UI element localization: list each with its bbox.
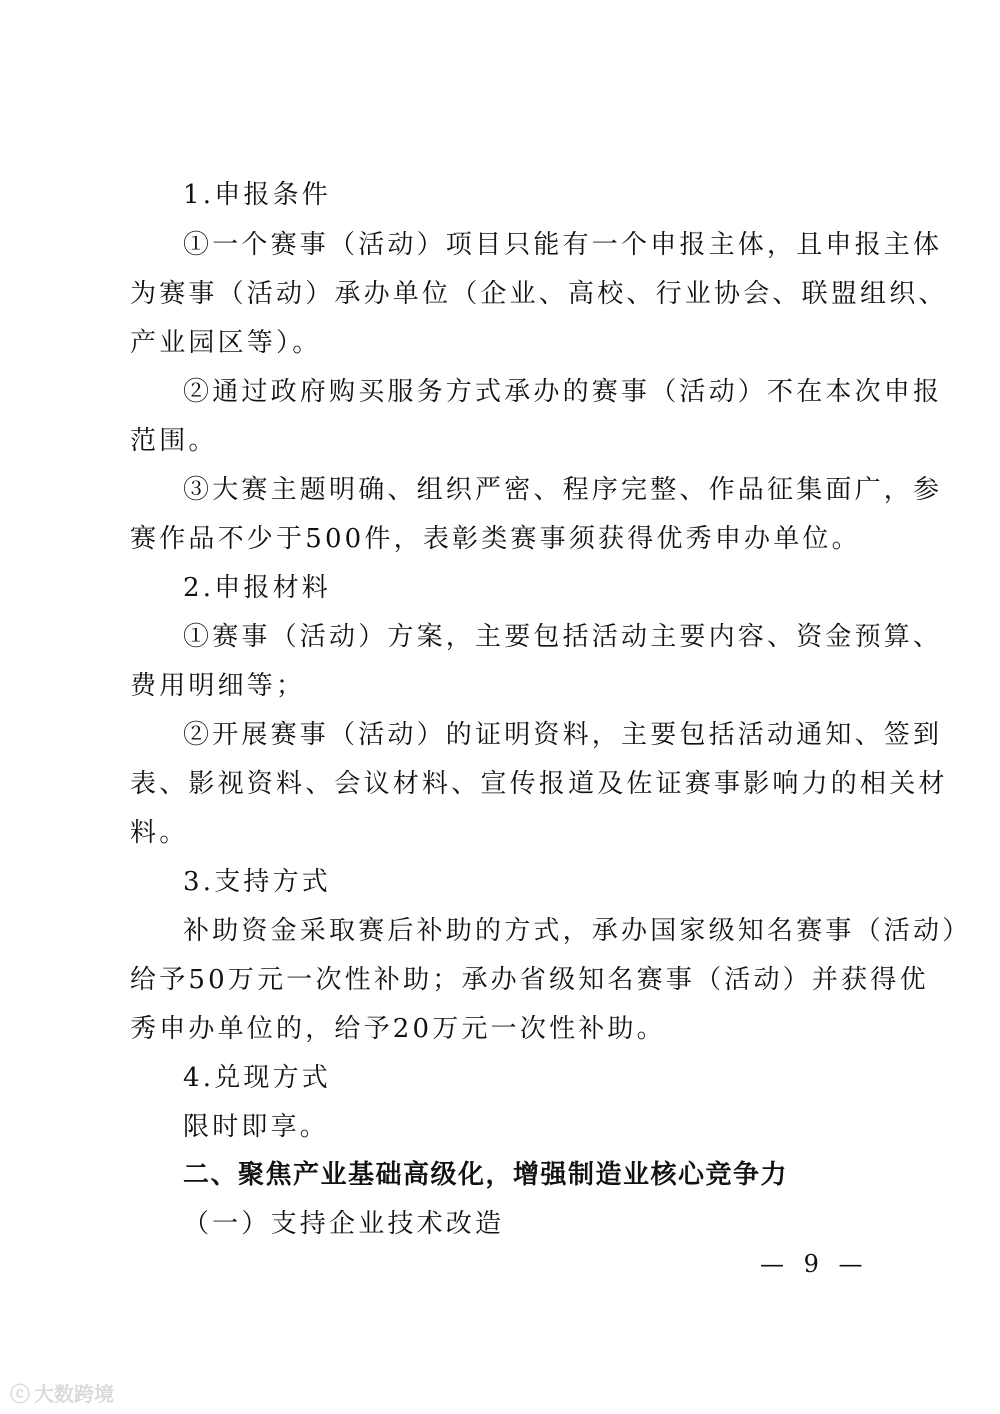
paragraph-line: 产业园区等）。 [130,328,322,358]
watermark [10,1378,114,1407]
paragraph-line: ①赛事（活动）方案，主要包括活动主要内容、资金预算、 [183,622,943,652]
section-heading-4: 4.兑现方式 [183,1063,332,1093]
paragraph-line: 秀申办单位的，给予20万元一次性补助。 [130,1014,666,1044]
paragraph-line: ①一个赛事（活动）项目只能有一个申报主体，且申报主体 [183,230,943,260]
paragraph-line: 限时即享。 [183,1112,330,1142]
paragraph-line: 费用明细等； [130,671,306,701]
section-heading-2: 2.申报材料 [183,573,332,603]
watermark-text: 大数跨境 [34,1382,114,1406]
paragraph-line: 为赛事（活动）承办单位（企业、高校、行业协会、联盟组织、 [130,279,948,309]
paragraph-line: ②通过政府购买服务方式承办的赛事（活动）不在本次申报 [183,377,943,407]
watermark-logo-icon: ⓒ [10,1382,30,1406]
paragraph-line: 料。 [130,818,189,848]
section-heading-3: 3.支持方式 [183,867,332,897]
section-heading-1: 1.申报条件 [183,180,332,210]
paragraph-line: 表、影视资料、会议材料、宣传报道及佐证赛事影响力的相关材 [130,769,948,799]
chapter-heading: 二、聚焦产业基础高级化，增强制造业核心竞争力 [183,1160,789,1190]
paragraph-line: 给予50万元一次性补助；承办省级知名赛事（活动）并获得优 [130,965,929,995]
paragraph-line: 补助资金采取赛后补助的方式，承办国家级知名赛事（活动） [183,916,972,946]
subsection-heading: （一）支持企业技术改造 [183,1209,505,1239]
paragraph-line: ②开展赛事（活动）的证明资料，主要包括活动通知、签到 [183,720,943,750]
paragraph-line: ③大赛主题明确、组织严密、程序完整、作品征集面广，参 [183,475,943,505]
page-number: — 9 — [760,1250,869,1278]
paragraph-line: 赛作品不少于500件，表彰类赛事须获得优秀申办单位。 [130,524,861,554]
paragraph-line: 范围。 [130,426,218,456]
